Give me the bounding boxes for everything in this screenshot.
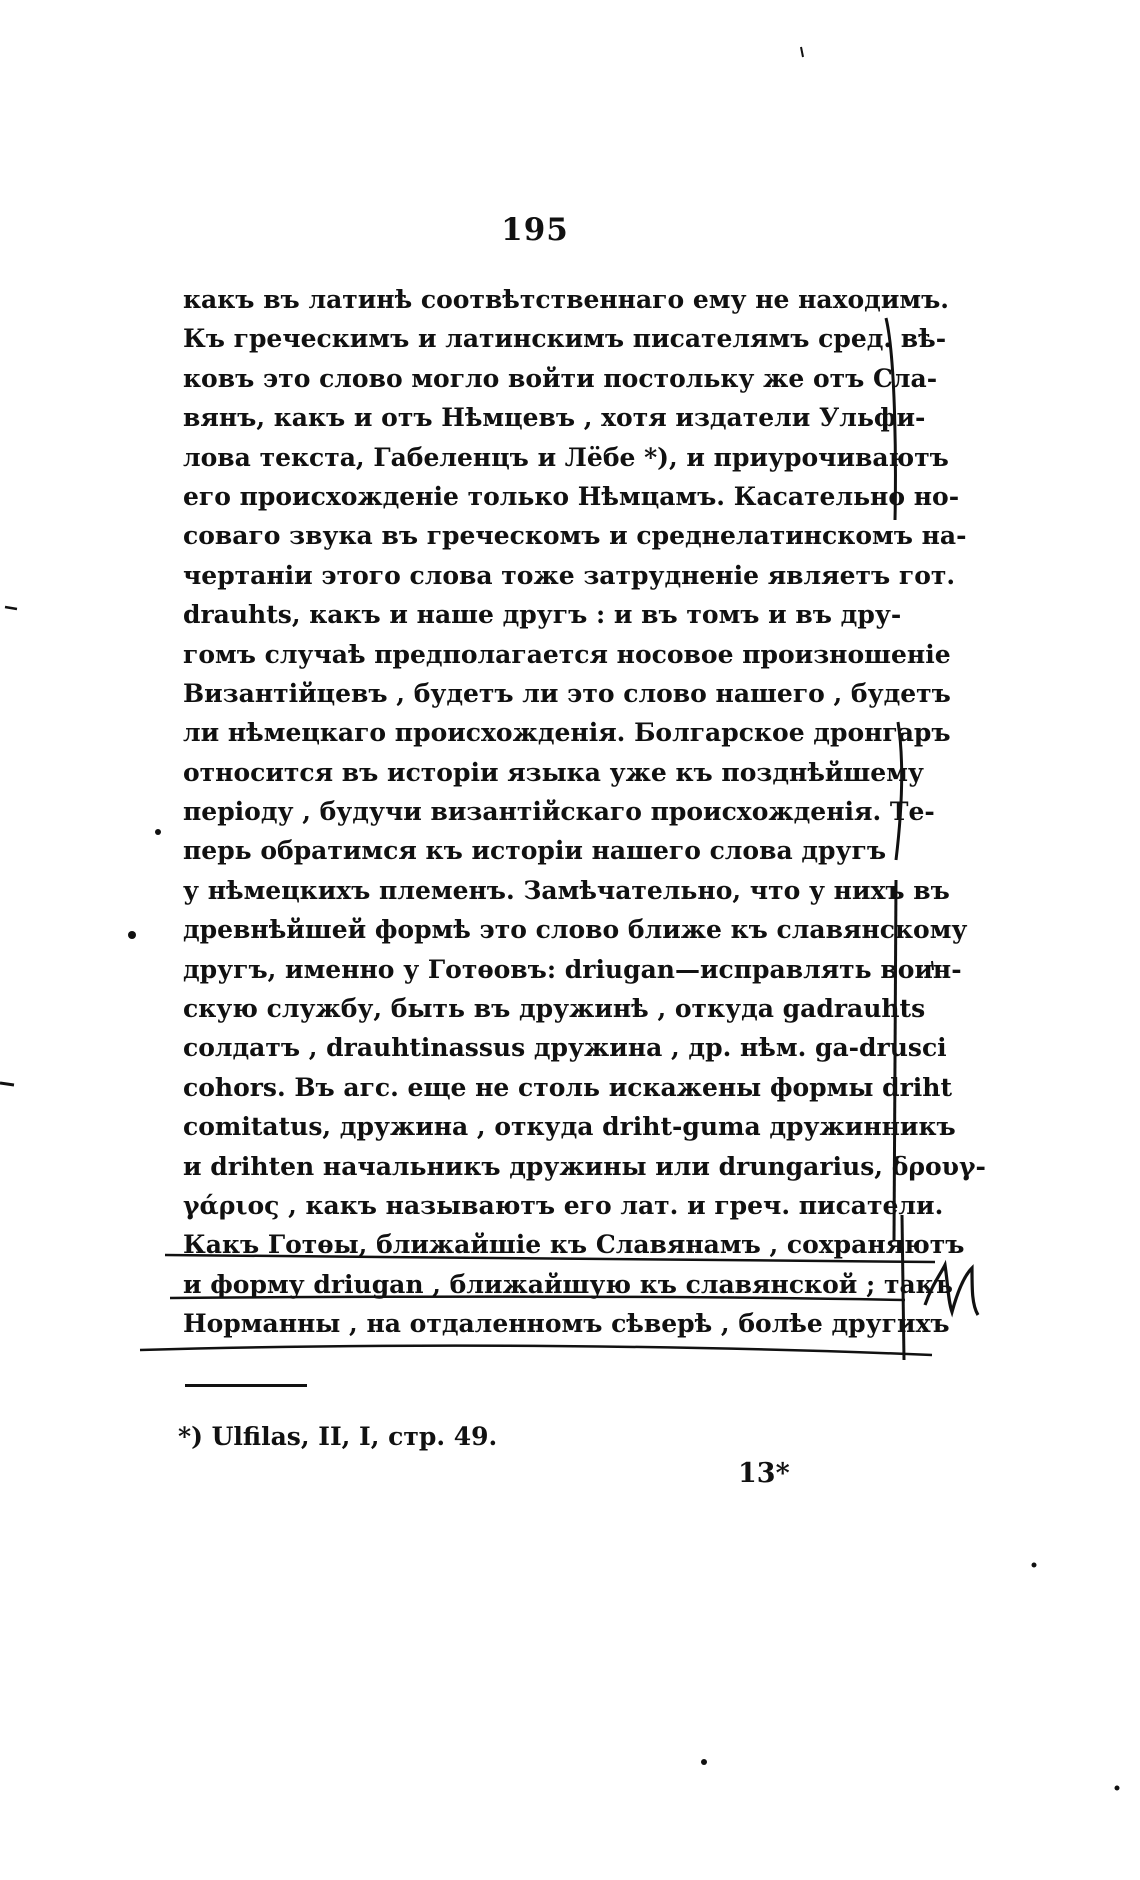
text-line: γάριος , какъ называютъ его лат. и греч. писатели. bbox=[183, 1190, 944, 1220]
text-line: drauhts, какъ и наше другъ : и въ томъ и въ дру- bbox=[183, 600, 902, 630]
tick-left bbox=[5, 607, 17, 609]
text-line: вянъ, какъ и отъ Нѣмцевъ , хотя издатели Ульфи- bbox=[183, 403, 926, 433]
speck-bottom-1 bbox=[701, 1759, 707, 1765]
text-line: перь обратимся къ исторіи нашего слова другъ bbox=[183, 836, 887, 866]
page-number: 195 bbox=[501, 212, 569, 248]
text-line: какъ въ латинѣ соотвѣтственнаго ему не находимъ. bbox=[183, 285, 949, 314]
text-line: періоду , будучи византійскаго происхожденія. Те- bbox=[183, 797, 935, 827]
underline-3 bbox=[140, 1346, 932, 1355]
text-line: у нѣмецкихъ племенъ. Замѣчательно, что у нихъ въ bbox=[183, 875, 950, 905]
text-line: солдатъ , drauhtinassus дружина , др. нѣм. ga-drusci bbox=[183, 1033, 947, 1063]
speck-left-2 bbox=[128, 931, 136, 939]
footnote: *) Ulfilas, II, I, стр. 49. bbox=[178, 1422, 498, 1451]
text-line: лова текста, Габеленцъ и Лёбе *), и приурочиваютъ bbox=[183, 442, 949, 472]
text-line: другъ, именно у Готѳовъ: driugan—исправлять воин- bbox=[183, 954, 962, 984]
speck-left-1 bbox=[155, 829, 161, 835]
text-line: соваго звука въ греческомъ и среднелатинскомъ на- bbox=[183, 521, 967, 551]
text-line: его происхожденіе только Нѣмцамъ. Касательно но- bbox=[183, 481, 960, 511]
text-line: гомъ случаѣ предполагается носовое произношеніе bbox=[183, 639, 951, 669]
footnote-rule bbox=[185, 1384, 307, 1387]
text-line: comitatus, дружина , откуда driht-guma дружинникъ bbox=[183, 1112, 956, 1142]
text-line: ли нѣмецкаго происхожденія. Болгарское дронгаръ bbox=[183, 718, 951, 748]
tick-left-2 bbox=[0, 1083, 14, 1085]
text-line: ковъ это слово могло войти постольку же отъ Сла- bbox=[183, 363, 938, 393]
text-line: относится въ исторіи языка уже къ позднѣйшему bbox=[183, 757, 924, 787]
text-line: Къ греческимъ и латинскимъ писателямъ сред. вѣ- bbox=[183, 324, 947, 354]
speck-top bbox=[801, 47, 803, 57]
text-line: скую службу, быть въ дружинѣ , откуда gadrauhts bbox=[183, 994, 926, 1024]
text-line: Какъ Готѳы, ближайшіе къ Славянамъ , сохраняютъ bbox=[183, 1230, 965, 1260]
text-line: Норманны , на отдаленномъ сѣверѣ , болѣе другихъ bbox=[183, 1309, 950, 1339]
text-line: чертаніи этого слова тоже затрудненіе являетъ гот. bbox=[183, 560, 956, 590]
speck-right-2 bbox=[1115, 1786, 1120, 1791]
body-text bbox=[183, 280, 986, 1344]
text-line: Византійцевъ , будетъ ли это слово нашего , будетъ bbox=[183, 678, 951, 708]
text-line: и форму driugan , ближайшую къ славянской ; такъ bbox=[183, 1269, 953, 1299]
signature-mark: 13* bbox=[738, 1458, 790, 1489]
text-line: cohors. Въ агс. еще не столь искажены формы driht bbox=[183, 1072, 953, 1102]
text-line: древнѣйшей формѣ это слово ближе къ славянскому bbox=[183, 915, 968, 945]
speck-right-1 bbox=[1032, 1563, 1037, 1568]
text-line: и drihten начальникъ дружины или drungarius, δρουγ- bbox=[183, 1151, 986, 1181]
